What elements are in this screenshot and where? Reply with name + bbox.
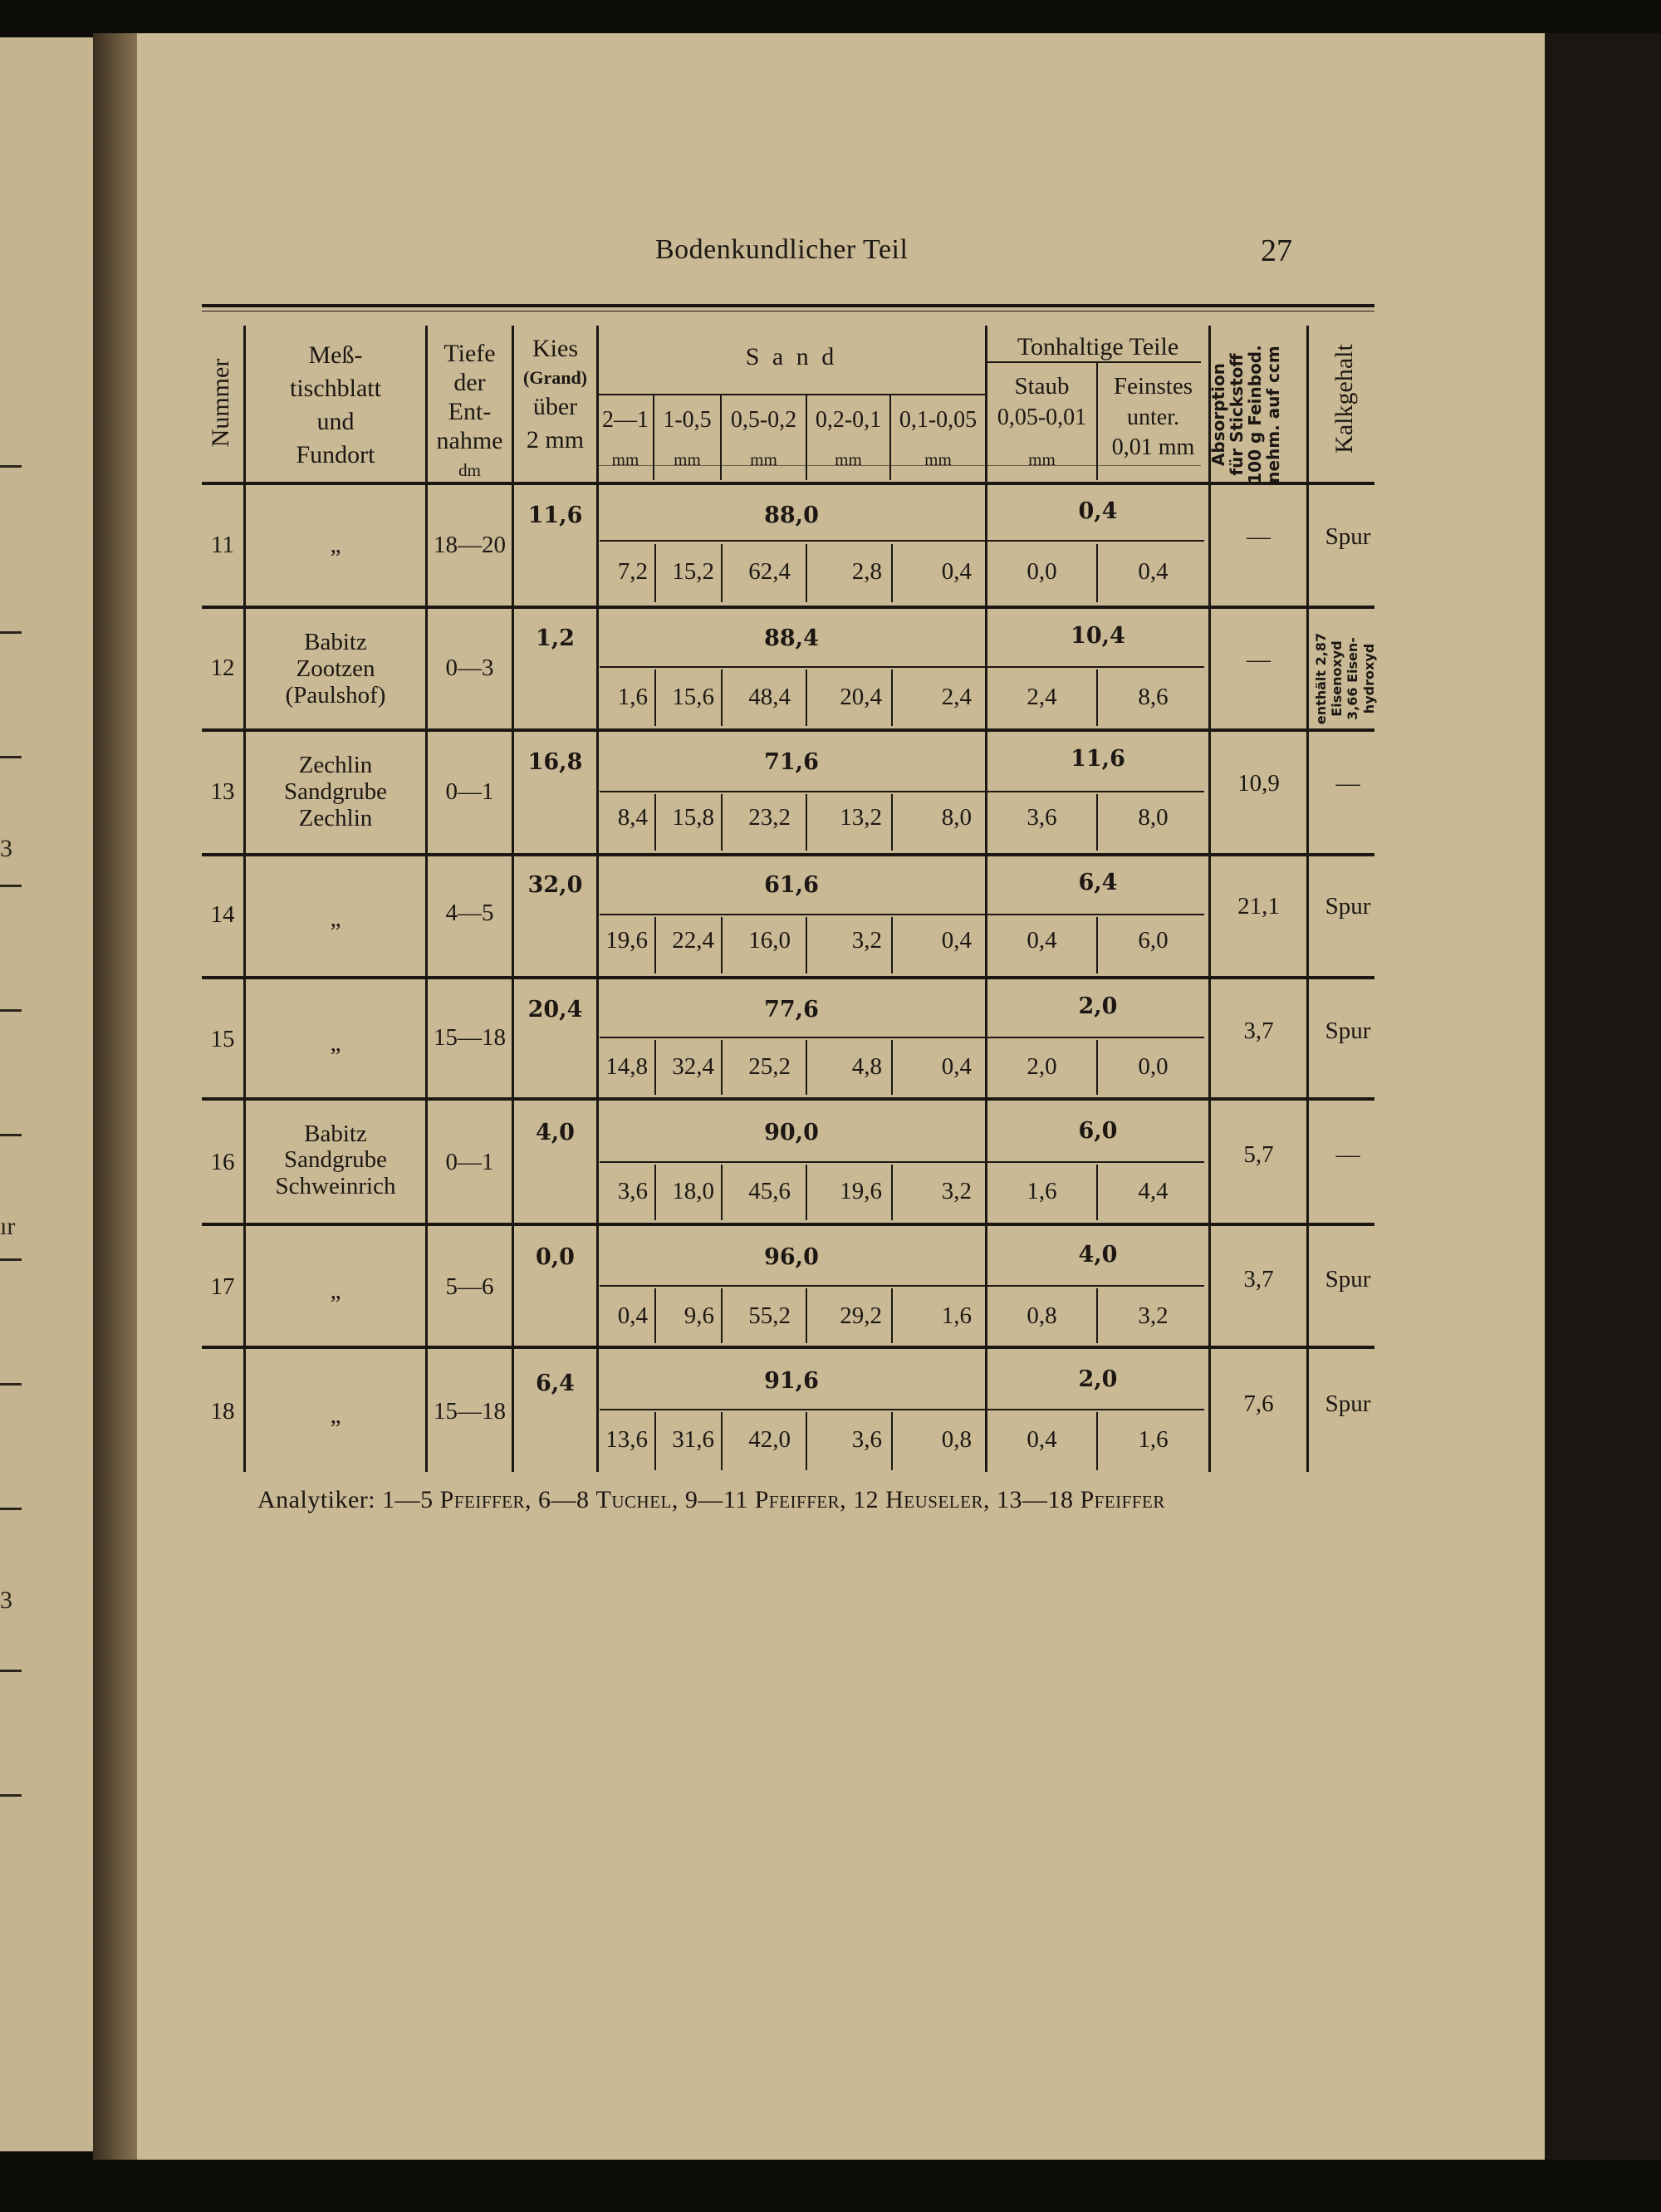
- cell-sand-fraction: 19,6: [840, 1178, 882, 1204]
- cell-sand-total: 96,0: [764, 1244, 819, 1270]
- footnote-text: , 13—18: [982, 1486, 1080, 1513]
- subcolumn-rule: [721, 1165, 723, 1220]
- cell-sand-total: 61,6: [764, 872, 819, 898]
- cell-staub: 0,4: [1026, 927, 1057, 954]
- header-messtischblatt: [246, 341, 425, 470]
- cell-tiefe: 5—6: [445, 1273, 494, 1300]
- header-unit: mm: [1028, 449, 1056, 469]
- cell-sand-fraction: 0,4: [617, 1302, 648, 1329]
- cell-feinstes: 0,0: [1138, 1053, 1169, 1080]
- left-page-fragment: ır: [0, 1213, 16, 1240]
- header-unit: mm: [750, 449, 777, 469]
- header-tonhaltige: Tonhaltige Teile: [1017, 333, 1179, 360]
- header-sand: S a n d: [745, 343, 838, 370]
- cell-sand-total: 88,0: [764, 503, 819, 528]
- cell-absorption: 21,1: [1237, 893, 1280, 920]
- cell-sand-total: 71,6: [764, 749, 819, 775]
- cell-sand-fraction: 62,4: [748, 558, 791, 585]
- cell-nummer: 17: [210, 1273, 235, 1300]
- header-kies: [514, 334, 596, 455]
- cell-kalkgehalt: —: [1335, 1141, 1360, 1168]
- header-line: für Stickstoff: [1227, 353, 1247, 476]
- footnote-text: , 12: [840, 1486, 886, 1513]
- cell-ton-total: 2,0: [1078, 1366, 1118, 1392]
- row-rule: [202, 976, 1374, 979]
- cell-feinstes: 8,0: [1138, 804, 1169, 831]
- cell-staub: 0,8: [1026, 1302, 1057, 1329]
- header-staub: [987, 371, 1096, 433]
- cell-tiefe: 4—5: [445, 900, 494, 926]
- cell-sand-fraction: 55,2: [748, 1302, 791, 1329]
- cell-sand-fraction: 22,4: [672, 927, 714, 954]
- cell-staub: 2,0: [1026, 1053, 1057, 1080]
- row-rule: [202, 606, 1374, 609]
- header-line: nahme: [436, 427, 503, 455]
- cell-fundort: „: [330, 1030, 341, 1057]
- cell-nummer: 15: [210, 1026, 235, 1052]
- header-line: Feinstes: [1113, 373, 1193, 400]
- header-line: Staub: [1014, 373, 1070, 400]
- header-line: Absorption: [1208, 363, 1228, 467]
- page-number: 27: [1261, 233, 1292, 268]
- cell-ton-total: 10,4: [1071, 623, 1125, 649]
- cell-sand-fraction: 9,6: [684, 1302, 714, 1329]
- cell-fundort: „: [330, 532, 341, 558]
- cell-kalkgehalt: Spur: [1325, 523, 1371, 550]
- fundort-line: Sandgrube: [283, 1146, 388, 1174]
- header-line: 0,01 mm: [1111, 434, 1195, 461]
- fraction-rule: [600, 540, 1204, 542]
- header-line: der: [453, 369, 486, 397]
- analyst-name: Pfeiffer: [754, 1486, 840, 1513]
- fraction-rule: [600, 1161, 1204, 1163]
- row-rule: [202, 1097, 1374, 1101]
- header-tiefe: [428, 339, 512, 481]
- cell-absorption: 10,9: [1237, 770, 1280, 797]
- cell-sand-fraction: 42,0: [748, 1426, 791, 1453]
- note-line: enthält 2,87: [1313, 632, 1329, 725]
- cell-nummer: 18: [210, 1398, 235, 1425]
- cell-sand-fraction: 8,0: [941, 804, 972, 831]
- left-page-edge: [0, 37, 93, 2151]
- cell-absorption: 3,7: [1243, 1266, 1274, 1292]
- fraction-rule: [600, 914, 1204, 915]
- cell-sand-fraction: 13,6: [605, 1426, 648, 1453]
- cell-staub: 1,6: [1026, 1178, 1057, 1204]
- fundort-line: Babitz: [304, 1121, 367, 1147]
- header-feinstes: [1098, 371, 1208, 463]
- cell-feinstes: 4,4: [1138, 1178, 1169, 1204]
- cell-sand-fraction: 14,8: [605, 1053, 648, 1080]
- cell-staub: 2,4: [1026, 684, 1057, 710]
- header-line: 0,05-0,01: [997, 404, 1087, 430]
- header-unit: mm: [835, 449, 862, 469]
- rule-mark: [0, 1508, 22, 1510]
- left-page-fragment: 3: [0, 1587, 12, 1614]
- cell-kalkgehalt: Spur: [1325, 1018, 1371, 1044]
- cell-tiefe: 0—1: [445, 778, 494, 805]
- rule-mark: [0, 631, 22, 634]
- fraction-rule: [600, 1037, 1204, 1038]
- cell-nummer: 13: [210, 778, 235, 805]
- fundort-line: (Paulshof): [285, 681, 386, 709]
- header-nummer: Nummer: [207, 358, 234, 448]
- cell-sand-fraction: 3,2: [941, 1178, 972, 1204]
- cell-sand-total: 91,6: [764, 1368, 819, 1394]
- cell-sand-fraction: 23,2: [748, 804, 791, 831]
- analyst-name: Pfeiffer: [1080, 1486, 1165, 1513]
- analyst-name: Heuseler: [885, 1486, 983, 1513]
- cell-ton-total: 4,0: [1078, 1242, 1118, 1268]
- rule-mark: [0, 1134, 22, 1136]
- cell-kies: 20,4: [527, 997, 583, 1023]
- cell-tiefe: 0—1: [445, 1149, 494, 1175]
- cell-sand-fraction: 1,6: [617, 684, 648, 710]
- cell-tiefe: 15—18: [434, 1024, 506, 1051]
- note-line: Eisenoxyd: [1329, 640, 1345, 717]
- rule-mark: [0, 885, 22, 887]
- header-line: Ent-: [448, 398, 492, 426]
- note-line: 3,66 Eisen-: [1345, 637, 1361, 720]
- header-absorption: [1209, 323, 1307, 506]
- cell-sand-fraction: 29,2: [840, 1302, 882, 1329]
- cell-kies: 1,2: [536, 625, 575, 651]
- cell-sand-fraction: 2,8: [851, 558, 882, 585]
- cell-sand-fraction: 31,6: [672, 1426, 714, 1453]
- subcolumn-rule: [721, 1412, 723, 1470]
- header-line: 100 g Feinbod.: [1245, 345, 1265, 484]
- cell-sand-total: 77,6: [764, 997, 819, 1023]
- cell-feinstes: 3,2: [1138, 1302, 1169, 1329]
- rule-mark: [0, 756, 22, 758]
- cell-sand-fraction: 0,4: [941, 558, 972, 585]
- cell-ton-total: 2,0: [1078, 993, 1118, 1019]
- cell-kalkgehalt: Spur: [1325, 1390, 1371, 1417]
- cell-nummer: 14: [210, 901, 235, 928]
- subcolumn-rule: [721, 1288, 723, 1343]
- sand-sub-rule: [596, 394, 985, 395]
- fraction-rule: [600, 1409, 1204, 1410]
- footnote-text: , 6—8: [525, 1486, 596, 1513]
- header-line: unter.: [1127, 404, 1179, 430]
- cell-ton-total: 6,0: [1078, 1118, 1118, 1144]
- book-gutter: [93, 33, 139, 2160]
- header-line: über: [532, 393, 578, 421]
- fraction-rule: [600, 666, 1204, 668]
- subcolumn-rule: [721, 917, 723, 974]
- cell-sand-fraction: 20,4: [840, 684, 882, 710]
- cell-sand-fraction: 32,4: [672, 1053, 714, 1080]
- subcolumn-rule: [721, 1040, 723, 1095]
- header-kalkgehalt: Kalkgehalt: [1330, 344, 1358, 454]
- cell-absorption: —: [1247, 523, 1271, 550]
- header-fraction: 0,2-0,1: [815, 407, 882, 433]
- cell-ton-total: 6,4: [1078, 870, 1118, 895]
- cell-kies: 11,6: [527, 503, 583, 528]
- fundort-line: Schweinrich: [275, 1172, 396, 1199]
- header-unit: mm: [611, 449, 639, 469]
- cell-sand-fraction: 4,8: [851, 1053, 882, 1080]
- header-unit: dm: [458, 460, 481, 481]
- header-line: (Grand): [523, 367, 587, 388]
- cell-fundort: „: [330, 1278, 341, 1304]
- cell-sand-total: 90,0: [764, 1120, 819, 1145]
- cell-sand-fraction: 3,6: [851, 1426, 882, 1453]
- cell-nummer: 16: [210, 1149, 235, 1175]
- rule-mark: [0, 1258, 22, 1261]
- cell-ton-total: 11,6: [1071, 746, 1125, 772]
- header-line: 2 mm: [526, 426, 585, 454]
- header-fraction: 2—1: [602, 407, 649, 433]
- header-line: Fundort: [296, 441, 375, 468]
- rule-mark: [0, 465, 22, 468]
- cell-absorption: 5,7: [1243, 1141, 1274, 1168]
- footnote-text: , 9—11: [671, 1486, 755, 1513]
- header-bottom-rule: [202, 482, 1374, 485]
- cell-sand-fraction: 45,6: [748, 1178, 791, 1204]
- fundort-line: Sandgrube: [283, 777, 388, 805]
- column-rule: [596, 326, 599, 1472]
- rule-mark: [0, 1794, 22, 1797]
- cell-sand-fraction: 18,0: [672, 1178, 714, 1204]
- table-top-rule: [202, 304, 1374, 307]
- cell-sand-fraction: 0,4: [941, 927, 972, 954]
- cell-kalkgehalt-note: [1313, 629, 1383, 728]
- cell-kies: 0,0: [536, 1244, 575, 1270]
- header-line: nehm. auf ccm: [1263, 346, 1283, 483]
- cell-sand-fraction: 8,4: [617, 804, 648, 831]
- cell-tiefe: 0—3: [445, 655, 494, 681]
- cell-staub: 0,0: [1026, 558, 1057, 585]
- cell-staub: 3,6: [1026, 804, 1057, 831]
- cell-fundort: „: [330, 1402, 341, 1429]
- fraction-rule: [600, 791, 1204, 792]
- cell-feinstes: 8,6: [1138, 684, 1169, 710]
- cell-absorption: 7,6: [1243, 1390, 1274, 1417]
- cell-sand-fraction: 16,0: [748, 927, 791, 954]
- subcolumn-rule: [721, 794, 723, 851]
- column-rule: [985, 326, 987, 1472]
- row-rule: [202, 853, 1374, 856]
- row-rule: [202, 1223, 1374, 1226]
- analyst-name: Pfeiffer: [439, 1486, 526, 1513]
- fundort-line: Zechlin: [298, 752, 373, 778]
- subcolumn-rule: [721, 544, 723, 602]
- cell-tiefe: 18—20: [434, 532, 506, 558]
- cell-staub: 0,4: [1026, 1426, 1057, 1453]
- cell-ton-total: 0,4: [1078, 498, 1118, 524]
- cell-sand-fraction: 15,6: [672, 684, 714, 710]
- subcolumn-rule: [721, 669, 723, 726]
- header-line: Meß-: [308, 341, 363, 369]
- fundort-line: Zechlin: [298, 804, 373, 831]
- header-fraction: 0,1-0,05: [899, 407, 977, 433]
- cell-sand-fraction: 15,2: [672, 558, 714, 585]
- cell-fundort: „: [330, 905, 341, 932]
- cell-fundort: [246, 753, 425, 832]
- header-fraction: 0,5-0,2: [730, 407, 797, 433]
- background-edge: [1545, 33, 1661, 2160]
- header-unit: mm: [924, 449, 952, 469]
- rule-mark: [0, 1670, 22, 1672]
- cell-kies: 6,4: [536, 1371, 575, 1396]
- header-unit: mm: [674, 449, 701, 469]
- cell-sand-fraction: 3,2: [851, 927, 882, 954]
- header-line: Tiefe: [443, 340, 496, 367]
- cell-sand-fraction: 2,4: [941, 684, 972, 710]
- rule-mark: [0, 1383, 22, 1386]
- cell-kalkgehalt: Spur: [1325, 893, 1371, 920]
- header-line: Kies: [532, 335, 578, 362]
- cell-kies: 4,0: [536, 1120, 575, 1145]
- cell-sand-fraction: 15,8: [672, 804, 714, 831]
- cell-sand-total: 88,4: [764, 625, 819, 651]
- cell-fundort: [246, 630, 425, 709]
- analyst-footnote: [257, 1486, 1165, 1514]
- fundort-line: Babitz: [304, 629, 367, 655]
- cell-sand-fraction: 13,2: [840, 804, 882, 831]
- header-fraction: 1-0,5: [663, 407, 712, 433]
- fundort-line: Zootzen: [296, 655, 375, 682]
- cell-kies: 16,8: [527, 749, 583, 775]
- rule-mark: [0, 1009, 22, 1012]
- row-rule: [202, 1346, 1374, 1349]
- cell-feinstes: 1,6: [1138, 1426, 1169, 1453]
- cell-sand-fraction: 0,8: [941, 1426, 972, 1453]
- cell-sand-fraction: 48,4: [748, 684, 791, 710]
- row-rule: [202, 728, 1374, 732]
- cell-feinstes: 0,4: [1138, 558, 1169, 585]
- cell-sand-fraction: 1,6: [941, 1302, 972, 1329]
- cell-kalkgehalt: Spur: [1325, 1266, 1371, 1292]
- cell-fundort: [246, 1121, 425, 1199]
- footnote-text: Analytiker: 1—5: [257, 1486, 440, 1513]
- column-rule: [512, 326, 514, 1472]
- cell-kalkgehalt: —: [1335, 770, 1360, 797]
- cell-absorption: —: [1247, 646, 1271, 673]
- header-line: tischblatt: [290, 375, 381, 402]
- fraction-rule: [600, 1285, 1204, 1287]
- cell-feinstes: 6,0: [1138, 927, 1169, 954]
- analyst-name: Tuchel: [595, 1486, 672, 1513]
- left-page-fragment: 3: [0, 835, 12, 862]
- cell-sand-fraction: 0,4: [941, 1053, 972, 1080]
- cell-sand-fraction: 7,2: [617, 558, 648, 585]
- header-line: und: [316, 408, 355, 435]
- note-line: hydroxyd: [1360, 643, 1377, 714]
- cell-nummer: 11: [211, 532, 234, 558]
- cell-nummer: 12: [210, 655, 235, 681]
- cell-tiefe: 15—18: [434, 1398, 506, 1425]
- cell-sand-fraction: 19,6: [605, 927, 648, 954]
- cell-absorption: 3,7: [1243, 1018, 1274, 1044]
- cell-sand-fraction: 3,6: [617, 1178, 648, 1204]
- running-head: Bodenkundlicher Teil: [655, 234, 909, 265]
- cell-kies: 32,0: [527, 872, 583, 898]
- cell-sand-fraction: 25,2: [748, 1053, 791, 1080]
